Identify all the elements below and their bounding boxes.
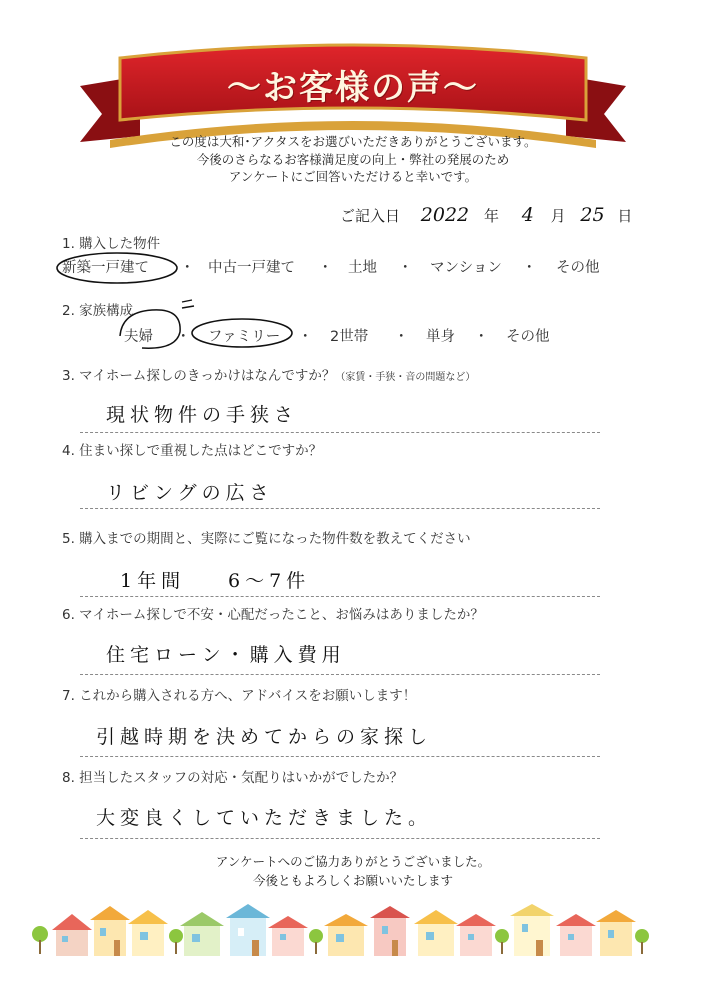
- option-separator: ・: [522, 260, 537, 276]
- option-separator: ・: [180, 260, 195, 276]
- answer-line: [80, 756, 600, 757]
- date-month: 4: [521, 204, 534, 226]
- question-2: 2. 家族構成: [62, 303, 134, 319]
- answer-line: [80, 838, 600, 839]
- answer-3: 現状物件の手狭さ: [106, 404, 299, 426]
- house-icon: [370, 906, 410, 956]
- date-day: 25: [580, 204, 605, 226]
- house-icon: [180, 912, 224, 956]
- option-land: 土地: [348, 260, 377, 276]
- question-6: 6. マイホーム探しで不安・心配だったこと、お悩みはありましたか？: [62, 607, 484, 623]
- answer-5-count: 6〜7件: [228, 570, 311, 592]
- tree-icon: [495, 929, 509, 954]
- option-family: ファミリー: [208, 329, 281, 345]
- option-new-house: 新築一戸建て: [62, 260, 149, 276]
- answer-6: 住宅ローン・購入費用: [106, 644, 346, 666]
- house-icon: [556, 914, 596, 956]
- answer-line: [80, 674, 600, 675]
- intro-text: [120, 133, 586, 186]
- intro-line: 今後のさらなるお客様満足度の向上・弊社の発展のため: [196, 151, 510, 167]
- option-used-house: 中古一戸建て: [208, 260, 295, 276]
- option-mansion: マンション: [430, 260, 502, 276]
- circle-mark-family: [112, 296, 302, 356]
- answer-7: 引越時期を決めてからの家探し: [96, 726, 433, 748]
- question-8: 8. 担当したスタッフの対応・気配りはいかがでしたか？: [62, 770, 404, 786]
- option-couple: 夫婦: [124, 329, 153, 345]
- question-4: 4. 住まい探しで重視した点はどこですか？: [62, 443, 323, 459]
- date-year-unit: 年: [483, 207, 499, 225]
- question-3-label: 3. マイホーム探しのきっかけはなんですか？: [62, 368, 336, 384]
- answer-8: 大変良くしていただきました。: [96, 807, 433, 829]
- answer-line: [80, 596, 600, 597]
- circle-mark-new-house: [54, 248, 180, 288]
- question-7: 7. これから購入される方へ、アドバイスをお願いします！: [62, 688, 417, 704]
- option-separator: ・: [474, 329, 489, 345]
- date-month-unit: 月: [550, 207, 566, 225]
- option-separator: ・: [176, 329, 191, 345]
- date-year: 2022: [420, 204, 470, 226]
- entry-date: [340, 204, 660, 226]
- option-other: その他: [556, 260, 600, 276]
- answer-line: [80, 508, 600, 509]
- house-icon: [268, 916, 308, 956]
- tree-icon: [32, 926, 48, 954]
- option-other: その他: [506, 329, 550, 345]
- closing-line: アンケートへのご協力ありがとうございました。: [215, 854, 491, 869]
- answer-line: [80, 432, 600, 433]
- option-two-generation: 2世帯: [330, 329, 369, 345]
- option-separator: ・: [398, 260, 413, 276]
- house-icon: [324, 914, 368, 956]
- house-icon: [414, 910, 458, 956]
- tree-icon: [309, 929, 323, 954]
- answer-4: リビングの広さ: [106, 482, 274, 504]
- tree-icon: [635, 929, 649, 954]
- tree-icon: [169, 929, 183, 954]
- house-icon: [510, 904, 554, 956]
- date-label: ご記入日: [340, 207, 401, 225]
- option-separator: ・: [318, 260, 333, 276]
- question-3-note: （家賃・手狭・音の問題など）: [335, 372, 476, 383]
- question-3: [62, 364, 475, 384]
- house-icon: [90, 906, 130, 956]
- date-day-unit: 日: [617, 207, 633, 225]
- intro-line: アンケートにご回答いただけると幸いです。: [228, 169, 478, 184]
- closing-text: [150, 852, 556, 890]
- option-single: 単身: [426, 329, 455, 345]
- option-separator: ・: [394, 329, 409, 345]
- house-icon: [128, 910, 168, 956]
- question-5: 5. 購入までの期間と、実際にご覧になった物件数を教えてください: [62, 531, 471, 547]
- house-icon: [52, 914, 92, 956]
- question-1: 1. 購入した物件: [62, 236, 161, 252]
- option-separator: ・: [298, 329, 313, 345]
- intro-line: この度は大和･アクタスをお選びいただきありがとうございます。: [169, 134, 537, 149]
- houses-illustration: [30, 900, 650, 960]
- house-icon: [596, 910, 636, 956]
- page-title: 〜お客様の声〜: [227, 68, 479, 108]
- house-icon: [226, 904, 270, 956]
- house-icon: [456, 914, 496, 956]
- answer-5-period: 1年間: [120, 570, 186, 592]
- closing-line: 今後ともよろしくお願いいたします: [252, 873, 453, 888]
